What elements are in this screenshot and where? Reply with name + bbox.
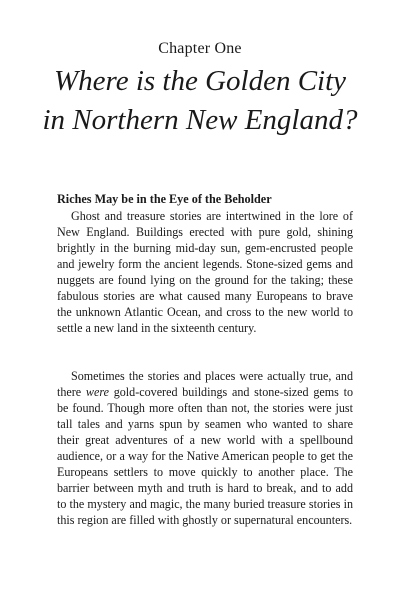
chapter-title: Where is the Golden City in Northern New England? (42, 65, 358, 136)
chapter-label: Chapter One (158, 40, 242, 57)
section-heading: Riches May be in the Eye of the Beholder (57, 192, 272, 206)
emphasized-word: were (85, 385, 109, 399)
paragraph-text-segment: Sometimes the stories and places were actually true, and there (57, 369, 353, 399)
body-paragraph-1: Ghost and treasure stories are intertwined in the lore of New England. Buildings erected with pure gold, shining brightly in the burning mid-day sun, gem-encrusted people and jewelry form the ancient legends. Stone-sized gems and nuggets are found lying on the ground for the taking; these fabulous stories are what caused many Europeans to brave the unknown Atlantic Ocean, and cross to the new world to settle a new land in the sixteenth century. (57, 209, 353, 335)
body-paragraph-2 (57, 368, 353, 528)
paragraph-text-segment: gold-covered buildings and stone-sized gems to be found. Though more often than not, the stories were just tall tales and yarns spun by seamen who wanted to share their great adventures of a new world with a spellbound audience, or a way for the Native American people to get the Europeans settlers to move quickly to another place. The barrier between myth and truth is hard to break, and to add to the mystery and magic, the many buried treasure stories in this region are filled with ghostly or supernatural encounters. (57, 385, 353, 527)
